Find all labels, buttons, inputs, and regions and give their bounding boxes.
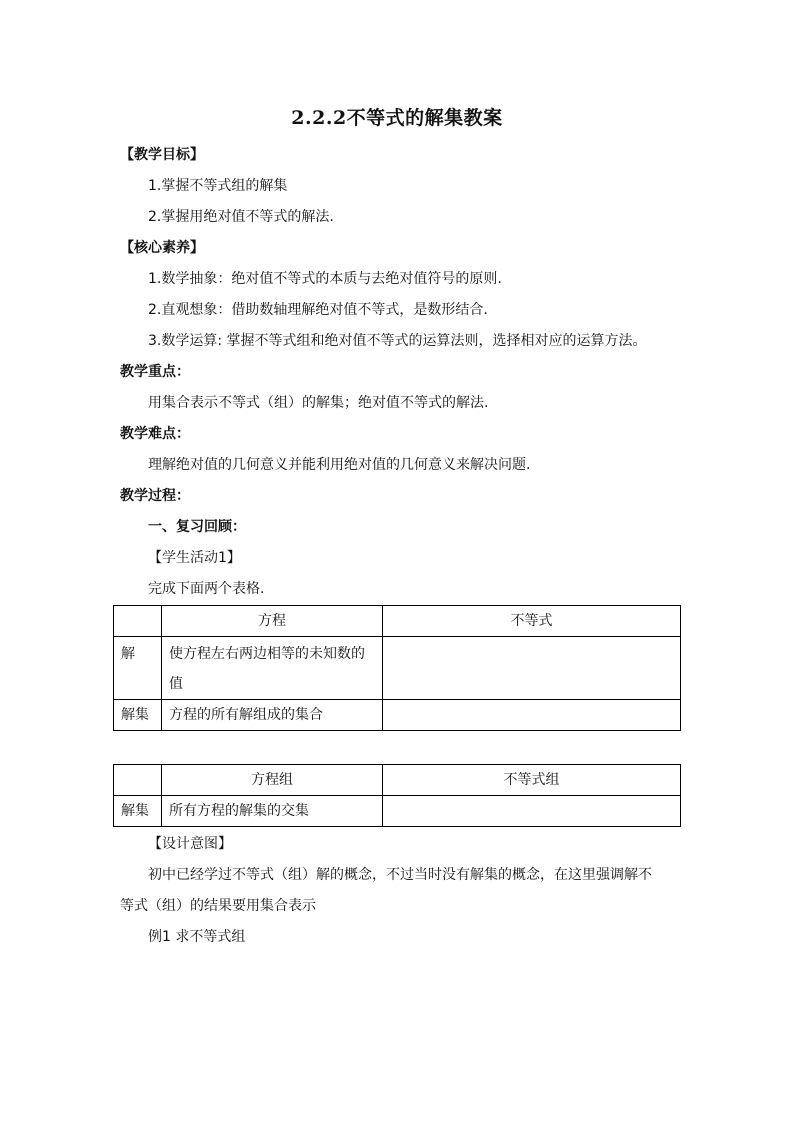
row-label-cell: 解 [114,637,162,700]
comparison-table-1 [113,605,681,731]
goals-heading: 【教学目标】 [120,147,204,163]
literacy-item-2: 2.直观想象：借助数轴理解绝对值不等式，是数形结合. [148,302,488,318]
design-heading: 【设计意图】 [148,836,232,852]
difficulties-heading: 教学难点： [120,426,190,442]
table-header-row [114,765,681,796]
page-title: 2.2.2不等式的解集教案 [291,107,503,129]
table-cell [162,637,383,700]
table-header-cell: 方程 [162,606,383,637]
cell-text-line: 使方程左右两边相等的未知数的 [169,646,365,662]
table-row [114,700,681,731]
literacy-heading: 【核心素养】 [120,240,204,256]
comparison-table-2 [113,764,681,827]
goal-item-1: 1.掌握不等式组的解集 [148,178,288,194]
literacy-item-3: 3.数学运算: 掌握不等式组和绝对值不等式的运算法则，选择相对应的运算方法。 [148,333,647,349]
design-text-line-1: 初中已经学过不等式（组）解的概念，不过当时没有解集的概念，在这里强调解不 [148,867,652,883]
difficulties-text: 理解绝对值的几何意义并能利用绝对值的几何意义来解决问题. [148,457,531,473]
table-header-row [114,606,681,637]
table-cell [383,637,681,700]
goal-item-2: 2.掌握用绝对值不等式的解法. [148,209,334,225]
table-cell: 方程的所有解组成的集合 [162,700,383,731]
instruction-text: 完成下面两个表格. [148,581,265,597]
key-points-heading: 教学重点： [120,364,190,380]
table-cell [383,796,681,827]
table-cell [114,765,162,796]
table-row [114,796,681,827]
review-section-heading: 一、复习回顾： [148,519,246,535]
example-label: 例1 求不等式组 [148,929,246,945]
activity-label: 【学生活动1】 [148,550,241,566]
table-cell [114,606,162,637]
key-points-text: 用集合表示不等式（组）的解集；绝对值不等式的解法. [148,395,489,411]
cell-text-line: 值 [169,676,183,692]
table-row [114,637,681,700]
row-label-cell: 解集 [114,700,162,731]
table-header-cell: 不等式组 [383,765,681,796]
table-header-cell: 方程组 [162,765,383,796]
table-header-cell: 不等式 [383,606,681,637]
design-text-line-2: 等式（组）的结果要用集合表示 [120,898,316,914]
process-heading: 教学过程： [120,488,190,504]
table-cell [383,700,681,731]
literacy-item-1: 1.数学抽象：绝对值不等式的本质与去绝对值符号的原则. [148,271,502,287]
row-label-cell: 解集 [114,796,162,827]
table-cell: 所有方程的解集的交集 [162,796,383,827]
